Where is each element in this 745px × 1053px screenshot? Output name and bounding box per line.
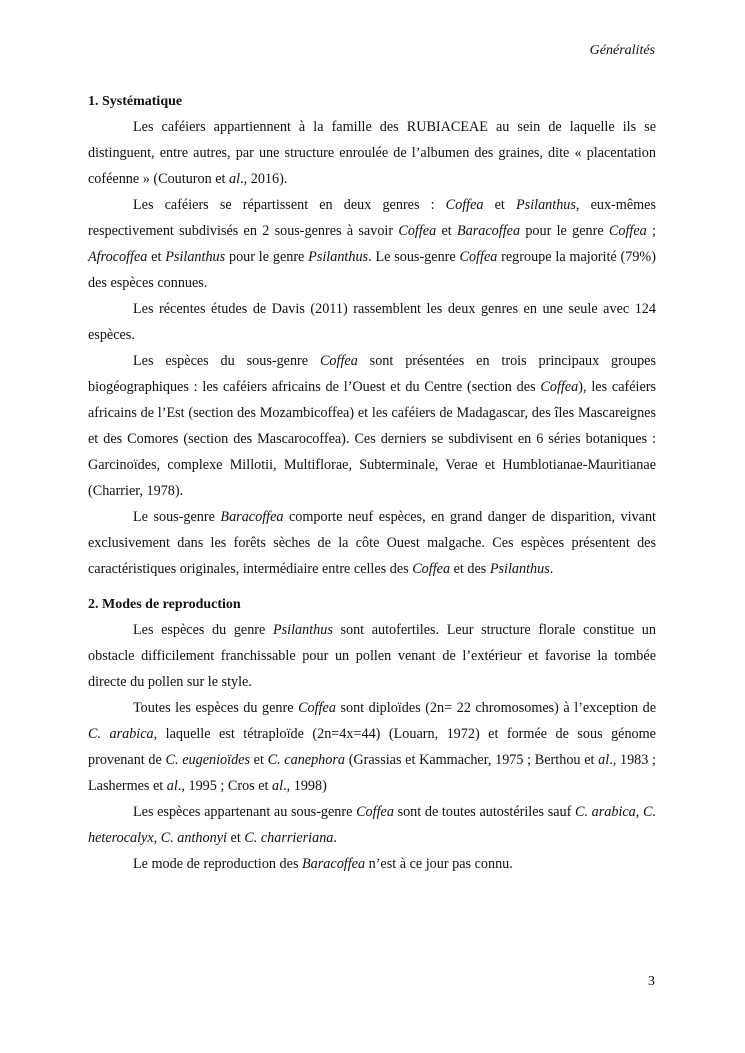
text-run: et: [483, 197, 516, 213]
paragraph: [88, 348, 656, 504]
text-run: ., 2016).: [240, 171, 288, 187]
paragraph: [88, 504, 656, 582]
text-run: comporte neuf espèces, en grand danger de disparition, vivant exclusivement dans les forêts sèches de la côte Ouest malgache. Ces espèces présentent des caractéristiques originales, intermédiaire entre celles des: [88, 509, 656, 577]
text-run: Les caféiers appartiennent à la famille des RUBIACEAE au sein de laquelle ils se distinguent, entre autres, par une structure enroulée de l’albumen des graines, dite « placentation coféenne » (Couturon et: [88, 119, 656, 187]
text-run: pour le genre: [225, 249, 309, 265]
italic-text-run: Coffea: [412, 561, 451, 577]
italic-text-run: C. arabica,: [88, 726, 158, 742]
italic-text-run: Coffea: [608, 223, 647, 239]
text-run: .: [549, 561, 554, 577]
italic-text-run: al: [272, 778, 284, 794]
italic-text-run: al: [166, 778, 178, 794]
italic-text-run: Psilanthus: [489, 561, 550, 577]
italic-text-run: C. anthonyi: [160, 830, 227, 846]
italic-text-run: Coffea: [319, 353, 358, 369]
text-run: et: [436, 223, 457, 239]
text-run: (Grassias et Kammacher, 1975 ; Berthou et: [345, 752, 599, 768]
italic-text-run: Coffea: [445, 197, 484, 213]
section-heading-modes-de-reproduction: 2. Modes de reproduction: [88, 597, 241, 612]
text-run: ., 1995 ; Cros et: [177, 778, 273, 794]
paragraph: [88, 799, 656, 851]
running-header-title: Généralités: [589, 43, 655, 58]
text-run: pour le genre: [520, 223, 609, 239]
italic-text-run: al: [229, 171, 241, 187]
text-run: et des: [450, 561, 490, 577]
italic-text-run: Baracoffea: [457, 223, 521, 239]
italic-text-run: Afrocoffea: [88, 249, 148, 265]
text-run: ,: [153, 830, 161, 846]
text-run: n’est à ce jour pas connu.: [365, 856, 513, 872]
text-run: regroupe la majorité (79%) des espèces connues.: [88, 249, 656, 291]
text-run: , eux-mêmes respectivement subdivisés en 2 sous-genres à savoir: [88, 197, 656, 239]
text-run: Les espèces du genre: [133, 622, 273, 638]
section-heading-systematique: 1. Systématique: [88, 94, 183, 109]
paragraph: [88, 296, 656, 348]
paragraph: [88, 617, 656, 695]
text-run: sont autofertiles. Leur structure florale constitue un obstacle difficilement franchissable pour un pollen venant de l’extérieur et favorise la tombée directe du pollen sur le style.: [88, 622, 656, 690]
italic-text-run: Psilanthus: [308, 249, 369, 265]
text-run: Les récentes études de Davis (2011) rassemblent les deux genres en une seule avec 124 espèces.: [88, 301, 656, 343]
text-run: ;: [646, 223, 656, 239]
italic-text-run: C. eugenioïdes: [165, 752, 250, 768]
italic-text-run: C. canephora: [267, 752, 345, 768]
paragraph: [88, 114, 656, 192]
italic-text-run: Baracoffea: [302, 856, 366, 872]
text-run: Les espèces appartenant au sous-genre: [133, 804, 357, 820]
text-run: sont diploïdes (2n= 22 chromosomes) à l’exception de: [335, 700, 656, 716]
document-body: [88, 92, 656, 877]
text-run: Les caféiers se répartissent en deux genres :: [133, 197, 446, 213]
text-run: Le sous-genre: [133, 509, 221, 525]
italic-text-run: Coffea: [459, 249, 498, 265]
text-run: . Le sous-genre: [368, 249, 460, 265]
italic-text-run: Coffea: [398, 223, 437, 239]
italic-text-run: C. heterocalyx: [88, 804, 656, 846]
text-run: sont présentées en trois principaux groupes biogéographiques : les caféiers africains de l’Ouest et du Centre (section des: [88, 353, 656, 395]
text-run: ., 1998): [283, 778, 327, 794]
text-run: ., 1983 ; Lashermes et: [88, 752, 656, 794]
italic-text-run: C. arabica: [574, 804, 636, 820]
text-run: et: [249, 752, 268, 768]
text-run: laquelle est tétraploïde (2n=4x=44) (Louarn, 1972) et formée de sous génome provenant de: [88, 726, 656, 768]
italic-text-run: al: [598, 752, 610, 768]
italic-text-run: Psilanthus: [165, 249, 226, 265]
text-run: et: [226, 830, 245, 846]
page-number: 3: [648, 974, 655, 989]
text-run: Le mode de reproduction des: [133, 856, 303, 872]
italic-text-run: Psilanthus: [516, 197, 576, 213]
text-run: Les espèces du sous-genre: [133, 353, 320, 369]
text-run: ), les caféiers africains de l’Est (section des Mozambicoffea) et les caféiers de Madagascar, des îles Mascareignes et des Comores (section des Mascarocoffea). Ces derniers se subdivisent en 6 séries botaniques : Garcinoïdes, complexe Millotii, Multiflorae, Subterminale, Verae et Humblotianae-Mauritianae (Charrier, 1978).: [88, 379, 656, 499]
italic-text-run: Coffea: [356, 804, 394, 820]
italic-text-run: Psilanthus: [272, 622, 333, 638]
text-run: ,: [635, 804, 643, 820]
italic-text-run: Coffea: [298, 700, 336, 716]
paragraph: [88, 851, 656, 877]
italic-text-run: C. charrieriana: [244, 830, 334, 846]
text-run: et: [147, 249, 166, 265]
text-run: sont de toutes autostériles sauf: [393, 804, 575, 820]
paragraph: [88, 192, 656, 296]
text-run: .: [333, 830, 337, 846]
italic-text-run: Coffea: [540, 379, 579, 395]
text-run: Toutes les espèces du genre: [133, 700, 299, 716]
paragraph: [88, 695, 656, 799]
italic-text-run: Baracoffea: [220, 509, 284, 525]
